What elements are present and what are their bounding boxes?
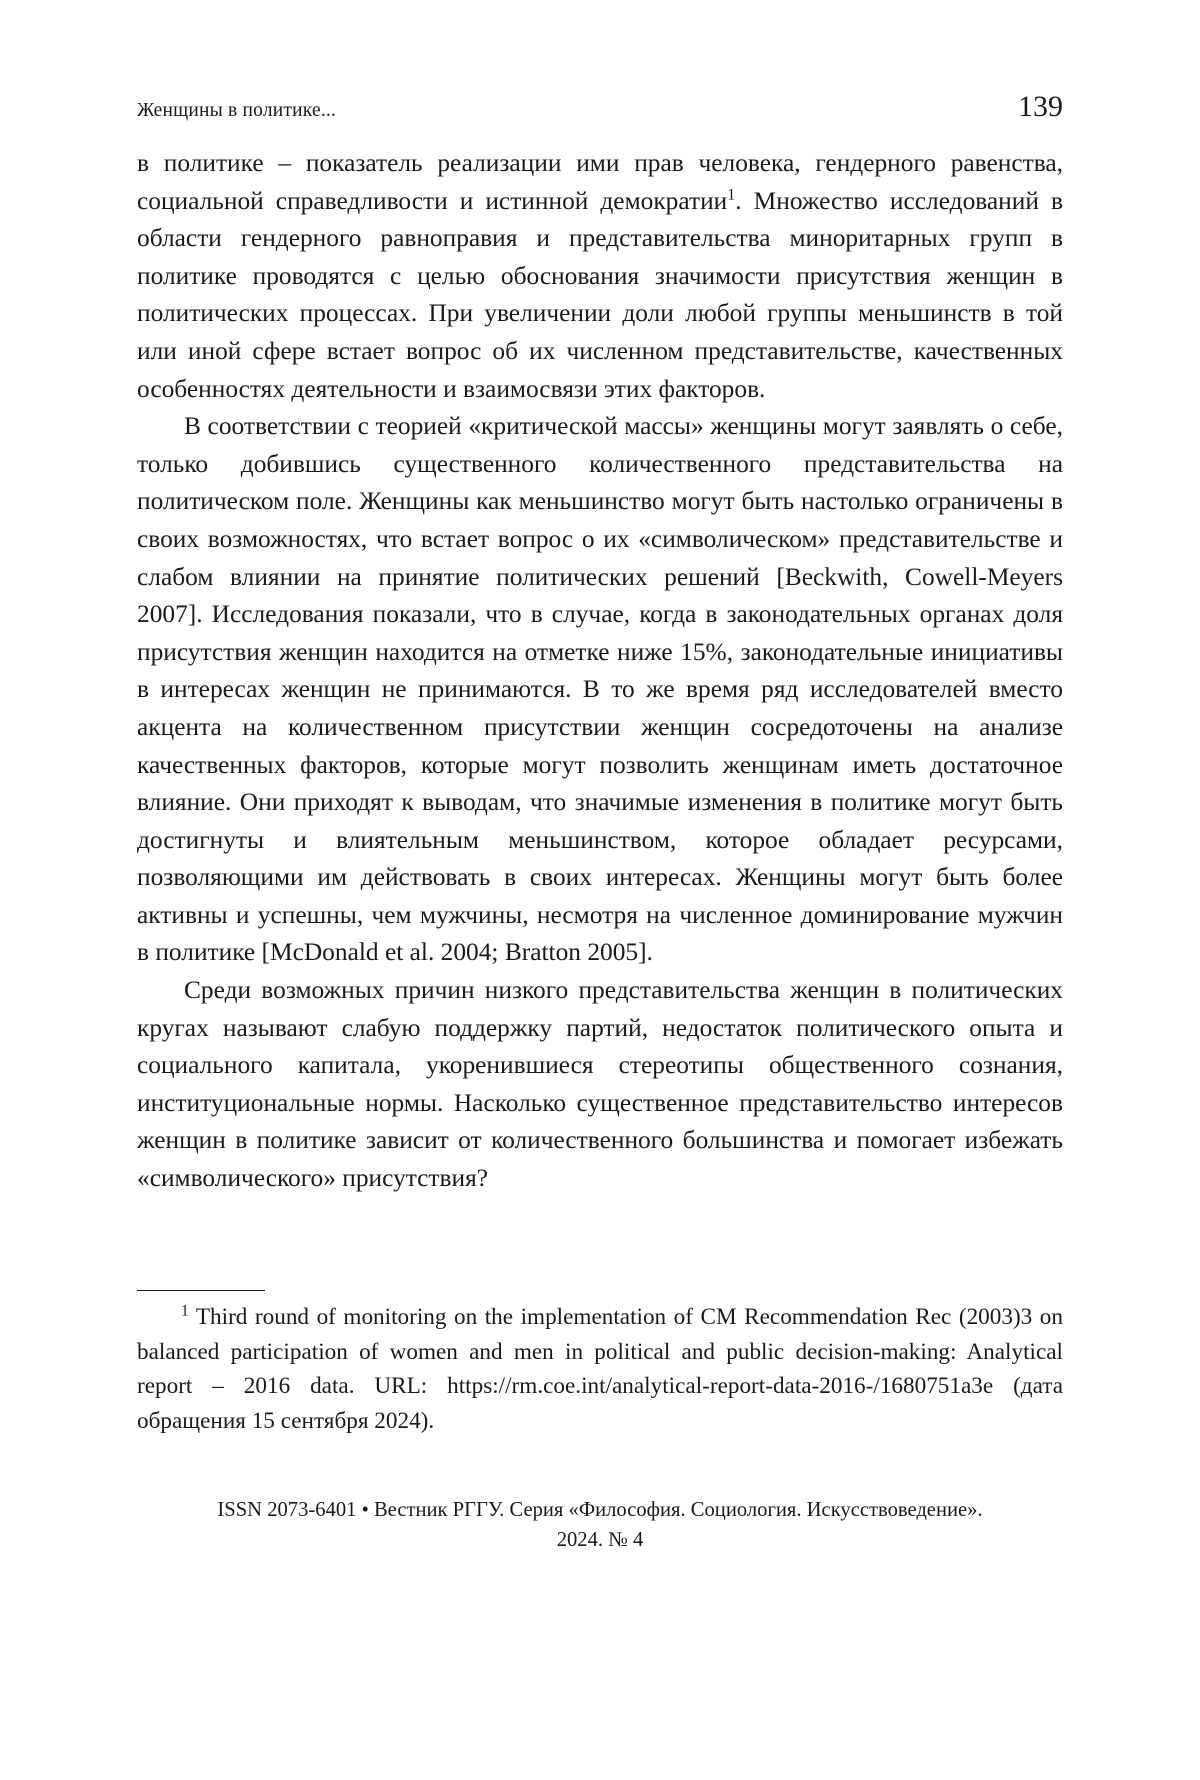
paragraph-1-start: в политике – показатель реализации ими прав человека, гендерного равенства, социальной справедливости и истинной демократии [137,149,1063,215]
paragraph-1 [137,145,1063,408]
colophon [137,1495,1063,1555]
footnote-number: 1 [181,1302,189,1320]
body-text [137,145,1063,1198]
footnote-marker-1[interactable]: 1 [727,186,736,204]
page-number: 139 [1018,90,1063,123]
running-head [137,90,1063,124]
colophon-line-2: 2024. № 4 [556,1529,644,1551]
colophon-line-1: ISSN 2073-6401 • Вестник РГГУ. Серия «Философия. Социология. Искусствоведение». [217,1499,983,1521]
paragraph-2: В соответствии с теорией «критической массы» женщины могут заявлять о себе, только добившись существенного количественного представительства на политическом поле. Женщины как меньшинство могут быть настолько ограничены в своих возможностях, что встает вопрос о их «символическом» представительстве и слабом влиянии на принятие политических решений [Beckwith, Cowell-Meyers 2007]. Исследования показали, что в случае, когда в законодательных органах доля присутствия женщин находится на отметке ниже 15%, законодательные инициативы в интересах женщин не принимаются. В то же время ряд исследователей вместо акцента на количественном присутствии женщин сосредоточены на анализе качественных факторов, которые могут позволить женщинам иметь достаточное влияние. Они приходят к выводам, что значимые изменения в политике могут быть достигнуты и влиятельным меньшинством, которое обладает ресурсами, позволяющими им действовать в своих интересах. Женщины могут быть более активны и успешны, чем мужчины, несмотря на численное доминирование мужчин в политике [McDonald et al. 2004; Bratton 2005]. [137,412,1063,967]
footnote-separator [137,1290,265,1291]
paragraph-1-end: . Множество исследований в области гендерного равноправия и представительства миноритарных групп в политике проводятся с целью обоснования значимости присутствия женщин в политических процессах. При увеличении доли любой группы меньшинств в той или иной сфере встает вопрос об их численном представительстве, качественных особенностях деятельности и взаимосвязи этих факторов. [137,186,1063,403]
page-content [137,0,1063,1780]
footnote-1 [137,1300,1063,1438]
footnote-text: Third round of monitoring on the implementation of CM Recommendation Rec (2003)3 on balanced participation of women and men in political and public decision-making: Analytical report – 2016 data. URL: https://rm.coe.int/analytical-report-data-2016-/1680751a3e (дата обращения 15 сентября 2024). [137,1304,1063,1434]
paragraph-3: Среди возможных причин низкого представительства женщин в политических кругах называют слабую поддержку партий, недостаток политического опыта и социального капитала, укоренившиеся стереотипы общественного сознания, институциональные нормы. Насколько существенное представительство интересов женщин в политике зависит от количественного большинства и помогает избежать «символического» присутствия? [137,976,1063,1193]
running-head-title: Женщины в политике... [137,100,337,121]
footnote-block [137,1300,1063,1438]
